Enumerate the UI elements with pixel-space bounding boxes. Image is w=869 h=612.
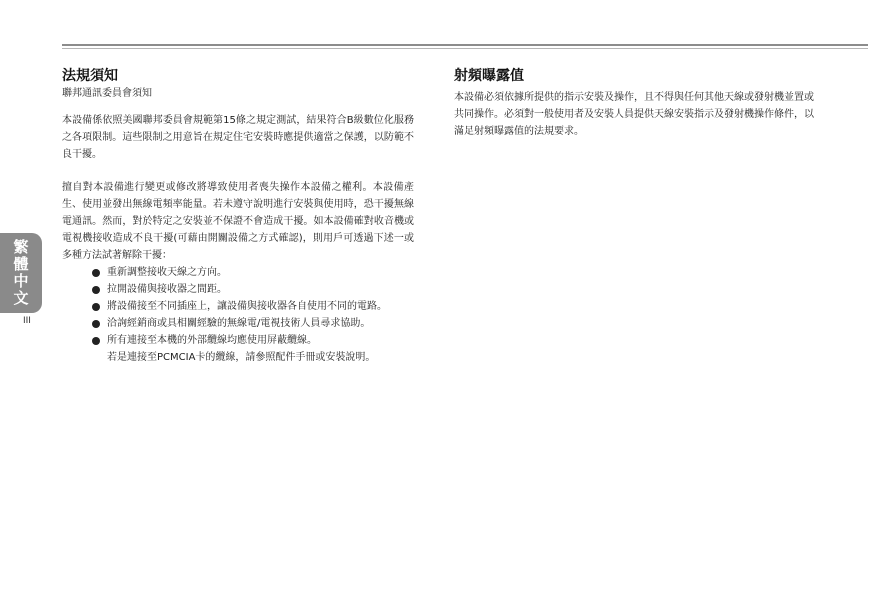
section-title: 法規須知 xyxy=(62,68,118,84)
bullet-icon xyxy=(92,337,100,345)
list-item: 將設備接至不同插座上，讓設備與接收器各自使用不同的電路。 xyxy=(90,298,414,315)
section-title: 射頻曝露值 xyxy=(454,68,524,84)
list-item: 拉開設備與接收器之間距。 xyxy=(90,281,414,298)
header-rule-thin xyxy=(62,48,868,49)
bullet-icon xyxy=(92,286,100,294)
paragraph-fcc-compliance: 本設備係依照美國聯邦委員會規範第15條之規定測試，結果符合B級數位化服務之各項限制。這些限制之用意旨在規定住宅安裝時應提供適當之保護，以防範不良干擾。 xyxy=(62,115,414,160)
language-tab xyxy=(0,233,42,313)
bullet-icon xyxy=(92,320,100,328)
paragraph-interference: 擅自對本設備進行變更或修改將導致使用者喪失操作本設備之權利。本設備產生、使用並發出無線電頻率能量。若未遵守說明進行安裝與使用時，恐干擾無線電通訊。然而，對於特定之安裝並不保證不會造成干擾。如本設備確對收音機或電視機接收造成不良干擾(可藉由開關設備之方式確認)，則用戶可透過下述一或多種方法試著解除干擾： xyxy=(62,182,414,261)
remedy-list xyxy=(62,264,414,366)
bullet-icon xyxy=(92,303,100,311)
list-item: 洽詢經銷商或具相關經驗的無線電/電視技術人員尋求協助。 xyxy=(90,315,414,332)
paragraph-rf-exposure: 本設備必須依據所提供的指示安裝及操作，且不得與任何其他天線或發射機並置或共同操作。必須對一般使用者及安裝人員提供天線安裝指示及發射機操作條件，以滿足射頻曝露值的法規要求。 xyxy=(454,92,814,137)
rf-exposure-section xyxy=(454,66,814,140)
bullet-icon xyxy=(92,269,100,277)
list-item: 重新調整接收天線之方向。 xyxy=(90,264,414,281)
section-subtitle: 聯邦通訊委員會須知 xyxy=(62,88,152,99)
page-number: III xyxy=(23,316,31,326)
regulatory-section xyxy=(62,66,414,366)
list-item: 所有連接至本機的外部纜線均應使用屏蔽纜線。 若是連接至PCMCIA卡的纜線，請參照配件手冊或安裝說明。 xyxy=(90,332,414,366)
language-tab-label: 繁體中文 xyxy=(13,238,29,307)
header-rule xyxy=(62,44,868,46)
list-item-note: 若是連接至PCMCIA卡的纜線，請參照配件手冊或安裝說明。 xyxy=(107,352,376,363)
